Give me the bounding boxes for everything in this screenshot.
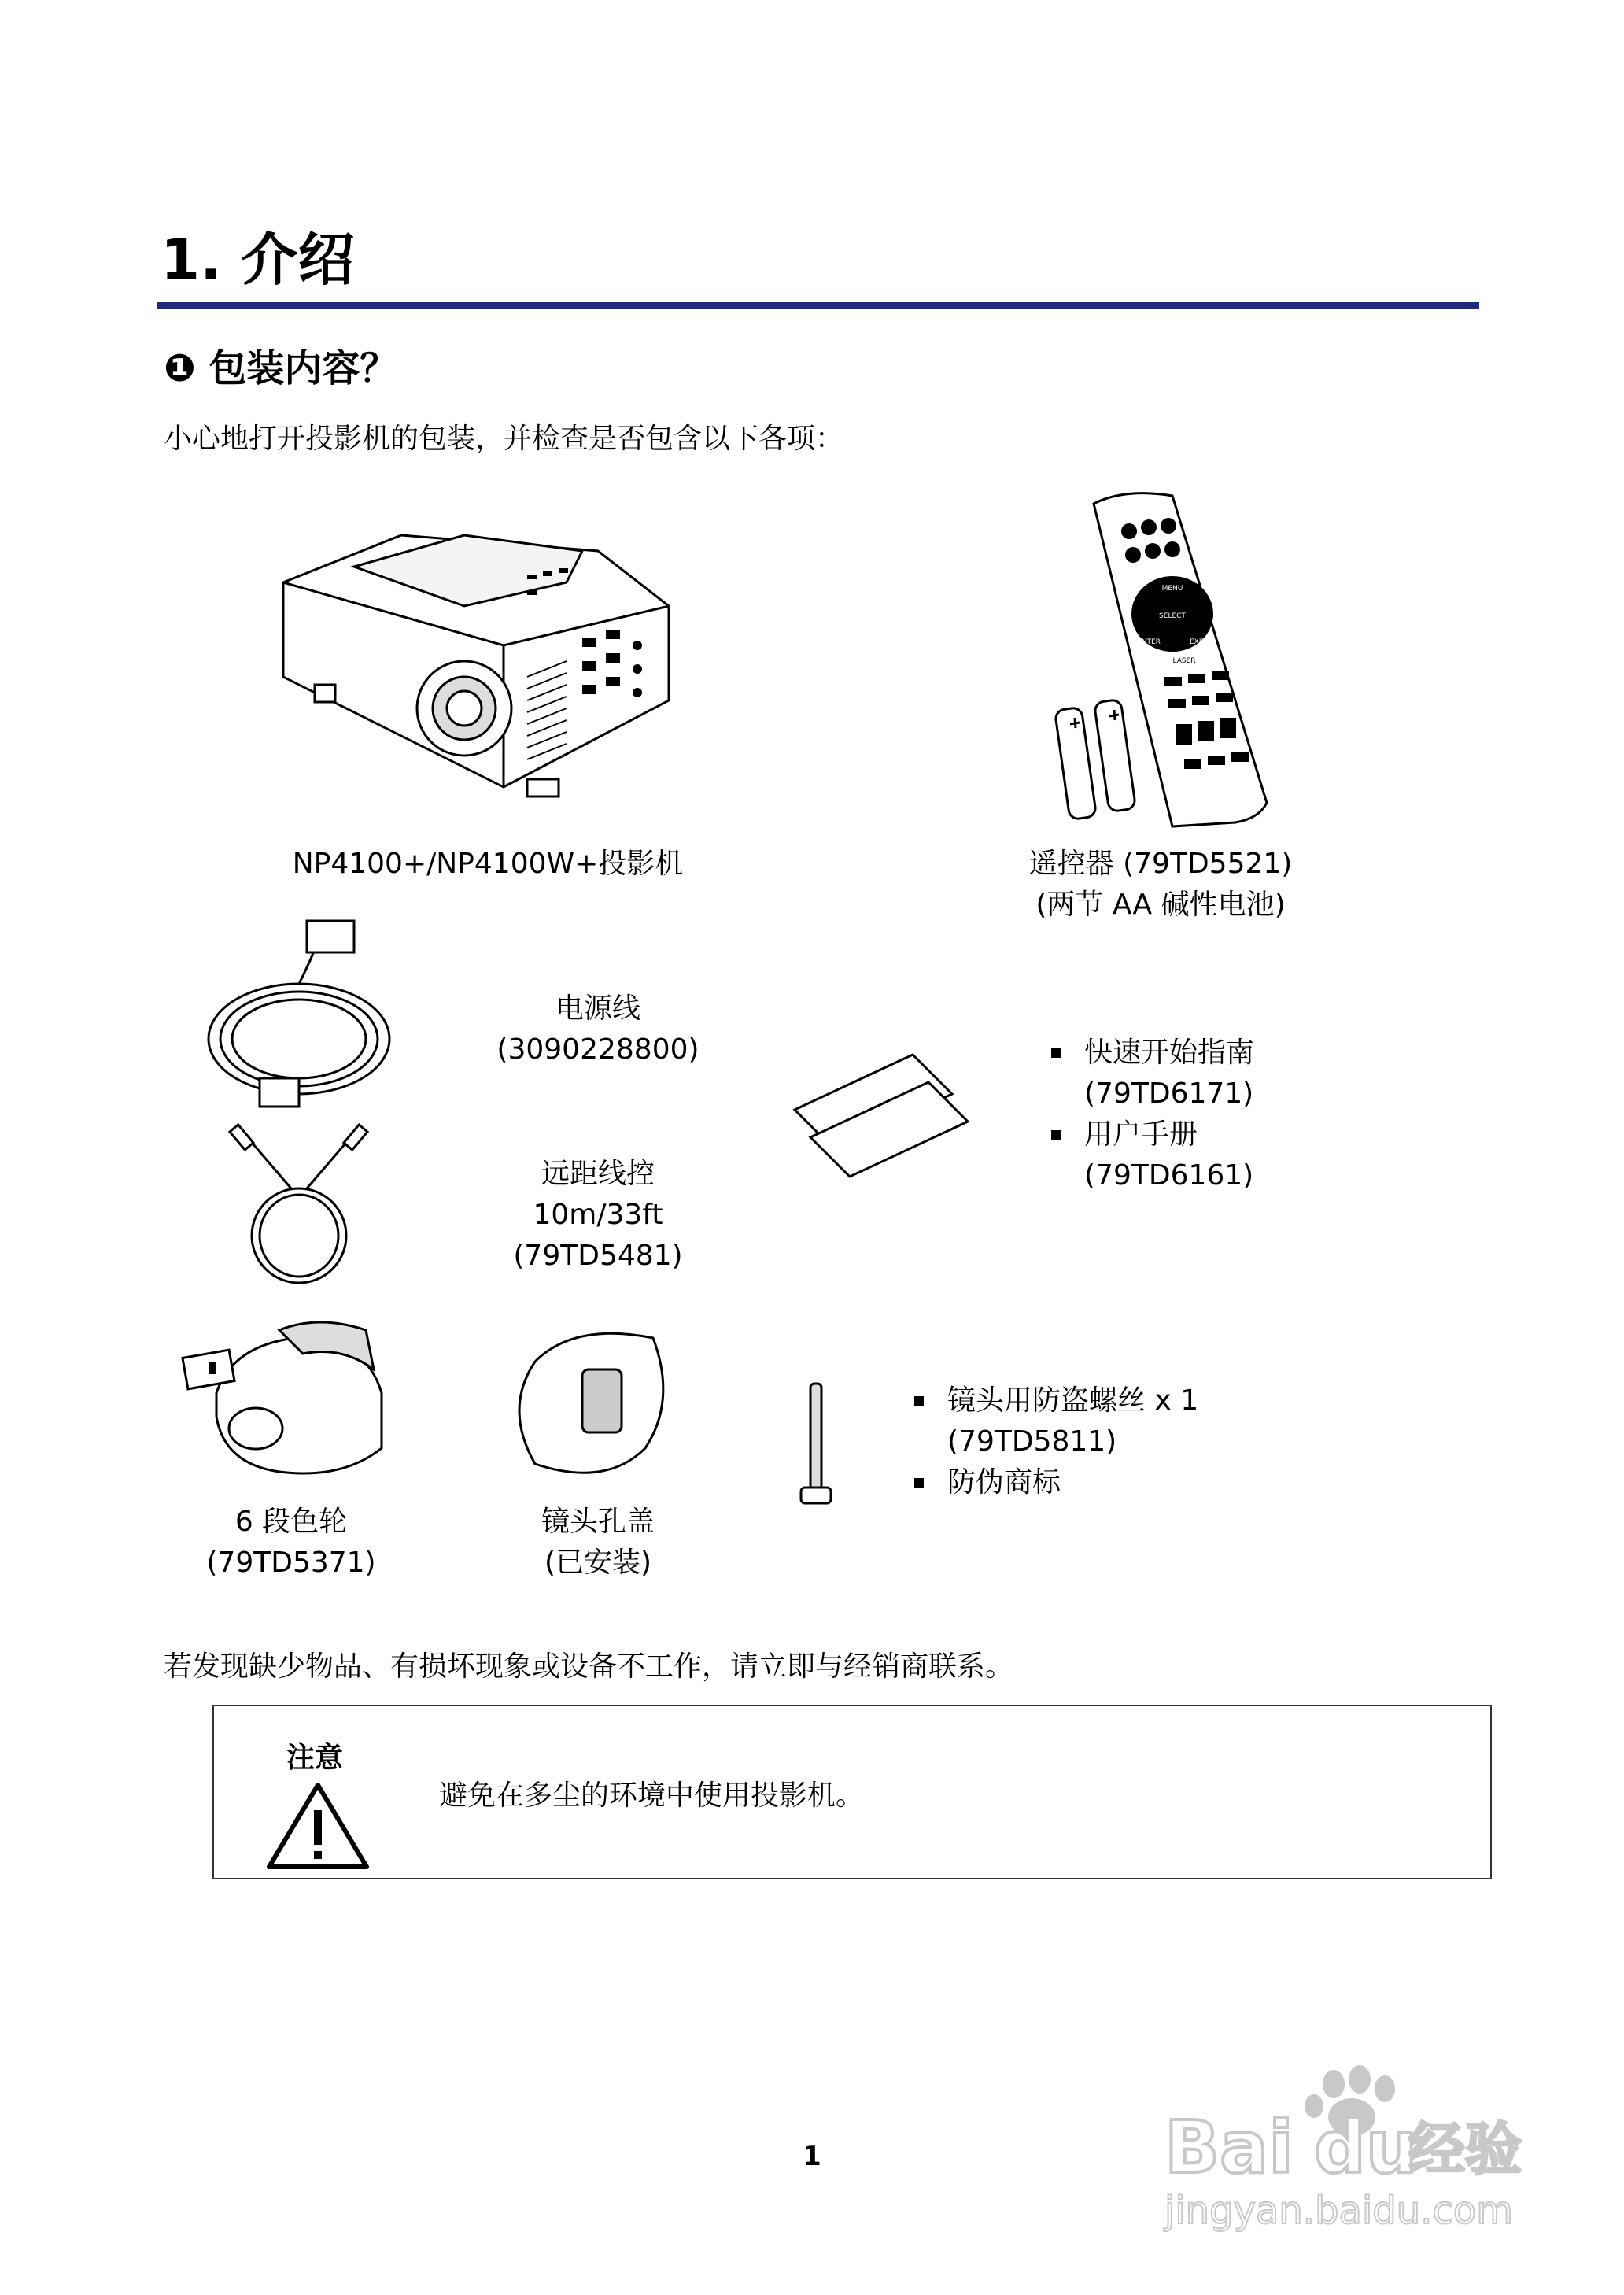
title-text: 介绍 — [241, 227, 355, 293]
remote-exit-label: EXIT — [1189, 638, 1206, 646]
remote-cable-image — [228, 1125, 370, 1291]
title-rule — [157, 302, 1479, 309]
section-bullet-icon: ❶ — [164, 346, 196, 390]
remote-cable-caption — [472, 1154, 724, 1277]
missing-items-text: 若发现缺少物品、有损坏现象或设备不工作，请立即与经销商联系。 — [164, 1650, 1014, 1683]
screw-item-lens-screw-code: (79TD5811) — [947, 1425, 1117, 1458]
watermark — [1157, 2062, 1534, 2246]
warning-icon — [266, 1782, 370, 1870]
remote-select-label: SELECT — [1159, 612, 1186, 620]
watermark-brand-b: du — [1314, 2105, 1418, 2190]
screw-item-label: 防伪商标 — [914, 1462, 1198, 1503]
lens-cap-caption-line1: 镜头孔盖 — [541, 1506, 655, 1538]
remote-cable-caption-line1: 远距线控 — [541, 1158, 655, 1190]
power-cord-caption-line1: 电源线 — [555, 992, 640, 1025]
note-text: 避免在多尘的环境中使用投影机。 — [439, 1779, 865, 1812]
title-number: 1. — [161, 227, 222, 293]
remote-caption-line1: 遥控器 (79TD5521) — [1028, 848, 1293, 880]
documents-list — [1051, 1033, 1254, 1196]
lens-cap-image — [504, 1322, 692, 1488]
watermark-brand-cn: 经验 — [1408, 2116, 1522, 2182]
remote-laser-label: LASER — [1172, 657, 1196, 665]
documents-item-manual: 用户手册 — [1051, 1114, 1254, 1155]
projector-image — [268, 519, 692, 819]
lens-cap-caption — [472, 1502, 724, 1584]
remote-cable-caption-line2: 10m/33ft — [533, 1199, 663, 1231]
section-heading — [164, 345, 397, 392]
lens-cap-caption-line2: (已安装) — [544, 1547, 652, 1579]
intro-text: 小心地打开投影机的包装，并检查是否包含以下各项： — [164, 423, 844, 455]
remote-enter-label: ENTER — [1137, 638, 1161, 646]
page-number: 1 — [803, 2141, 821, 2172]
color-wheel-caption-line1: 6 段色轮 — [234, 1506, 348, 1538]
screw-list — [914, 1380, 1198, 1503]
projector-caption: NP4100+/NP4100W+投影机 — [292, 848, 684, 880]
power-cord-caption — [472, 989, 724, 1070]
note-label: 注意 — [286, 1742, 344, 1774]
remote-menu-label: MENU — [1161, 585, 1183, 593]
remote-control-image — [1046, 488, 1283, 834]
screw-image — [796, 1384, 836, 1510]
note-box — [212, 1705, 1492, 1879]
watermark-logo-image — [1157, 2062, 1534, 2243]
documents-item-quick-start-code: (79TD6171) — [1084, 1077, 1254, 1110]
documents-image — [787, 1047, 991, 1181]
watermark-brand-a: Bai — [1164, 2105, 1294, 2190]
color-wheel-caption-line2: (79TD5371) — [206, 1547, 376, 1579]
documents-item-quick-start: 快速开始指南 — [1051, 1033, 1254, 1074]
power-cord-image — [197, 921, 401, 1110]
screw-item-lens-screw: 镜头用防盗螺丝 x 1 — [914, 1380, 1198, 1421]
watermark-url: jingyan.baidu.com — [1164, 2189, 1513, 2233]
color-wheel-image — [185, 1314, 397, 1488]
color-wheel-caption — [165, 1502, 417, 1584]
remote-caption-line2: (两节 AA 碱性电池) — [1035, 889, 1286, 921]
section-heading-text: 包装内容？ — [209, 346, 398, 390]
page-title — [161, 228, 355, 291]
power-cord-caption-line2: (3090228800) — [496, 1033, 699, 1066]
remote-caption — [991, 844, 1330, 926]
documents-item-manual-code: (79TD6161) — [1084, 1159, 1254, 1192]
remote-cable-caption-line3: (79TD5481) — [513, 1240, 683, 1272]
